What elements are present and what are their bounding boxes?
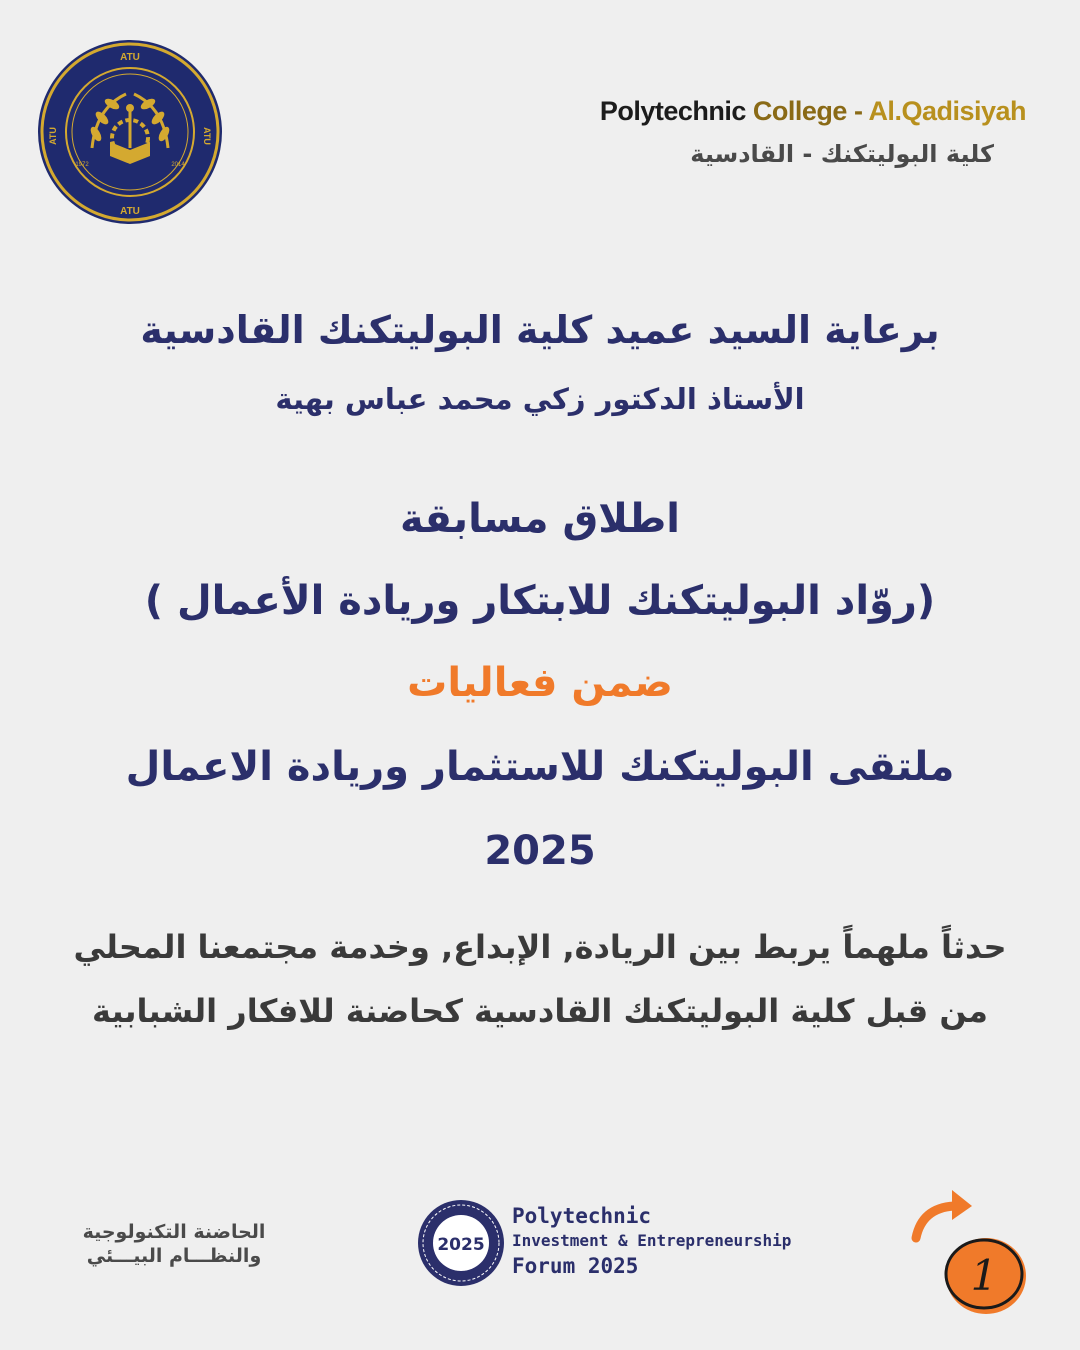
page-number-badge [940, 1234, 1030, 1318]
forum-title: ملتقى البوليتكنك للاستثمار وريادة الاعمال [125, 744, 955, 790]
seal-year-left: 1972 [75, 162, 89, 168]
college-en-part2: College - [745, 96, 869, 126]
description-line-1: حدثاً ملهماً يربط بين الريادة, الإبداع, وخدمة مجتمعنا المحلي [73, 928, 1007, 966]
patronage-line: برعاية السيد عميد كلية البوليتكنك القادسية [140, 308, 940, 352]
college-name-english [600, 96, 1026, 127]
college-en-part1: Polytechnic [599, 96, 746, 126]
forum-line-1: Polytechnic [512, 1204, 652, 1228]
university-seal-logo [36, 38, 224, 226]
forum-line-3: Forum 2025 [512, 1254, 639, 1278]
launch-title: اطلاق مسابقة [400, 496, 680, 542]
forum-line-2: Investment & Entrepreneurship [512, 1231, 792, 1250]
competition-name: (روّاد البوليتكنك للابتكار وريادة الأعمال ) [144, 578, 936, 624]
forum-logo-year: 2025 [437, 1235, 485, 1255]
dean-name: الأستاذ الدكتور زكي محمد عباس بهية [275, 382, 805, 416]
forum-logo [416, 1198, 506, 1288]
incubator-line-2: والنظـــام البيـــئي [86, 1245, 262, 1267]
seal-abbr-bottom: ATU [120, 206, 140, 217]
seal-abbr-top: ATU [120, 52, 140, 63]
seal-year-right: 2014 [171, 162, 185, 168]
event-year: 2025 [484, 828, 596, 874]
incubator-label [64, 1220, 284, 1268]
description-line-2: من قبل كلية البوليتكنك القادسية كحاضنة للافكار الشبابية [92, 992, 988, 1030]
college-en-part3: Al.Qadisiyah [868, 96, 1026, 126]
college-name-arabic: كلية البوليتكنك - القادسية [690, 140, 994, 168]
seal-abbr-right: ATU [202, 127, 212, 145]
incubator-line-1: الحاضنة التكنولوجية [82, 1221, 266, 1243]
within-events-label: ضمن فعاليات [407, 660, 673, 706]
seal-abbr-left: ATU [48, 127, 58, 145]
page-number: 1 [970, 1251, 998, 1300]
forum-name [512, 1202, 791, 1280]
